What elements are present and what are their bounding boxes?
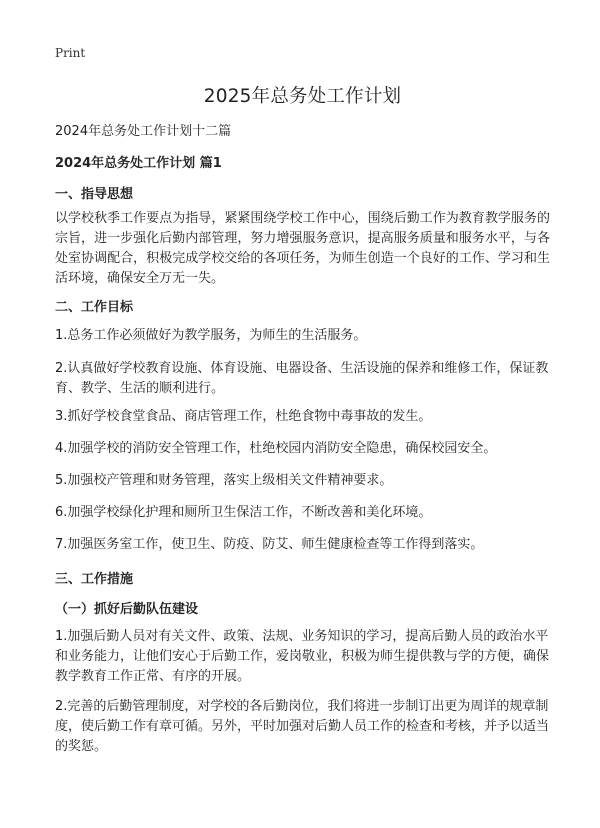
list-item: 6.加强学校绿化护理和厕所卫生保洁工作，不断改善和美化环境。 <box>55 505 432 520</box>
list-item: 2.认真做好学校教育设施、体育设施、电器设备、生活设施的保养和维修工作，保证教育、教学、生活的顺利进行。 <box>55 361 549 396</box>
paragraph-guiding-ideology: 以学校秋季工作要点为指导，紧紧围绕学校工作中心，围绕后勤工作为教育教学服务的宗旨，进一步强化后勤内部管理，努力增强服务意识，提高服务质量和服务水平，与各处室协调配合，积极完成学校交给的各项任务，为师生创造一个良好的工作、学习和生活环境，确保安全万无一失。 <box>55 211 550 286</box>
document-subtitle: 2024年总务处工作计划十二篇 <box>55 124 232 139</box>
list-item: 7.加强医务室工作，使卫生、防疫、防艾、师生健康检查等工作得到落实。 <box>55 537 484 552</box>
list-item: 4.加强学校的消防安全管理工作，杜绝校园内消防安全隐患，确保校园安全。 <box>55 441 497 456</box>
list-item: 2.完善的后勤管理制度，对学校的各后勤岗位，我们将进一步制订出更为周详的规章制度，使后勤工作有章可循。另外，平时加强对后勤人员工作的检查和考核，并予以适当的奖惩。 <box>55 699 550 754</box>
subsection-heading-staff-building: （一）抓好后勤队伍建设 <box>55 602 199 617</box>
part-heading: 2024年总务处工作计划 篇1 <box>55 156 222 171</box>
print-label[interactable]: Print <box>55 46 86 60</box>
list-item: 1.加强后勤人员对有关文件、政策、法规、业务知识的学习，提高后勤人员的政治水平和业务能力，让他们安心于后勤工作，爱岗敬业，积极为师生提供教与学的方便，确保教学教育工作正常、有序的开展。 <box>55 629 550 684</box>
list-item: 5.加强校产管理和财务管理，落实上级相关文件精神要求。 <box>55 473 393 488</box>
list-item: 1.总务工作必须做好为教学服务，为师生的生活服务。 <box>55 328 367 343</box>
page-title: 2025年总务处工作计划 <box>203 86 402 107</box>
section-heading-work-measures: 三、工作措施 <box>55 572 134 587</box>
section-heading-guiding-ideology: 一、指导思想 <box>55 187 134 202</box>
list-item: 3.抓好学校食堂食品、商店管理工作，杜绝食物中毒事故的发生。 <box>55 409 432 424</box>
section-heading-work-goals: 二、工作目标 <box>55 300 134 315</box>
